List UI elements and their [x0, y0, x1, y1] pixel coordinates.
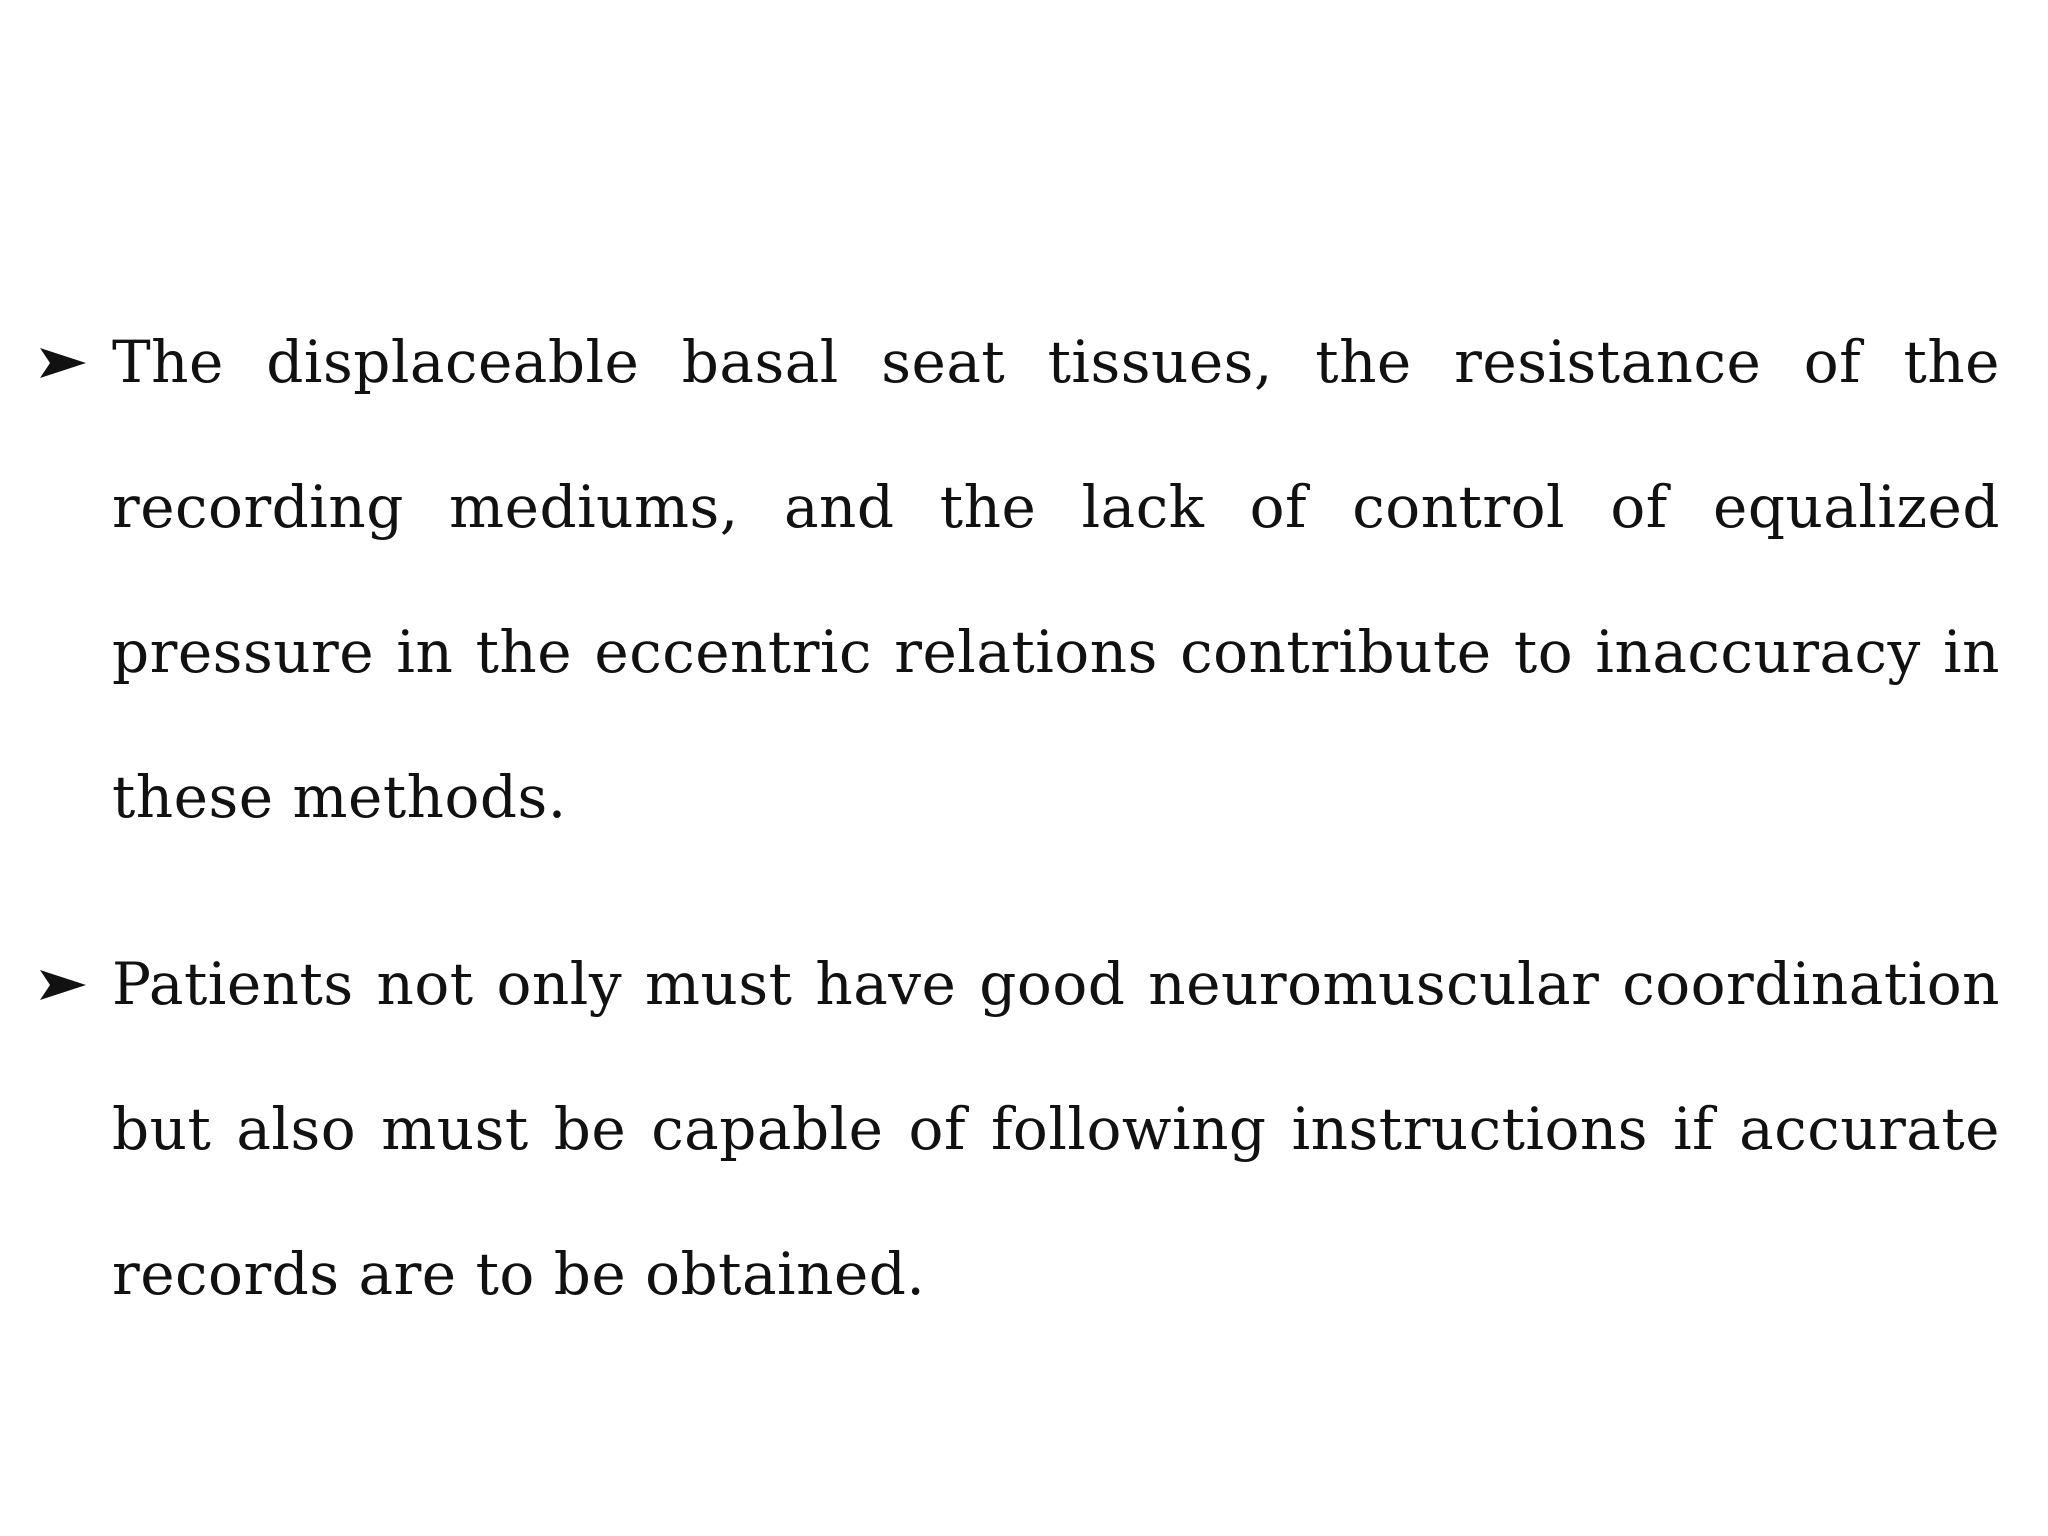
bullet-list	[40, 290, 2000, 1389]
arrowhead-bullet-icon	[40, 912, 90, 1057]
bullet-item-2	[40, 912, 2000, 1347]
bullet-text-1: The displaceable basal seat tissues, the resistance of the recording mediums, and the lack of control of equalized pressure in the eccentric relations contribute to inaccuracy in these methods.	[112, 328, 2000, 831]
bullet-item-1	[40, 290, 2000, 870]
bullet-text-2: Patients not only must have good neuromuscular coordination but also must be capable of following instructions if accurate records are to be obtained.	[112, 950, 2000, 1308]
arrowhead-bullet-icon	[40, 290, 90, 435]
